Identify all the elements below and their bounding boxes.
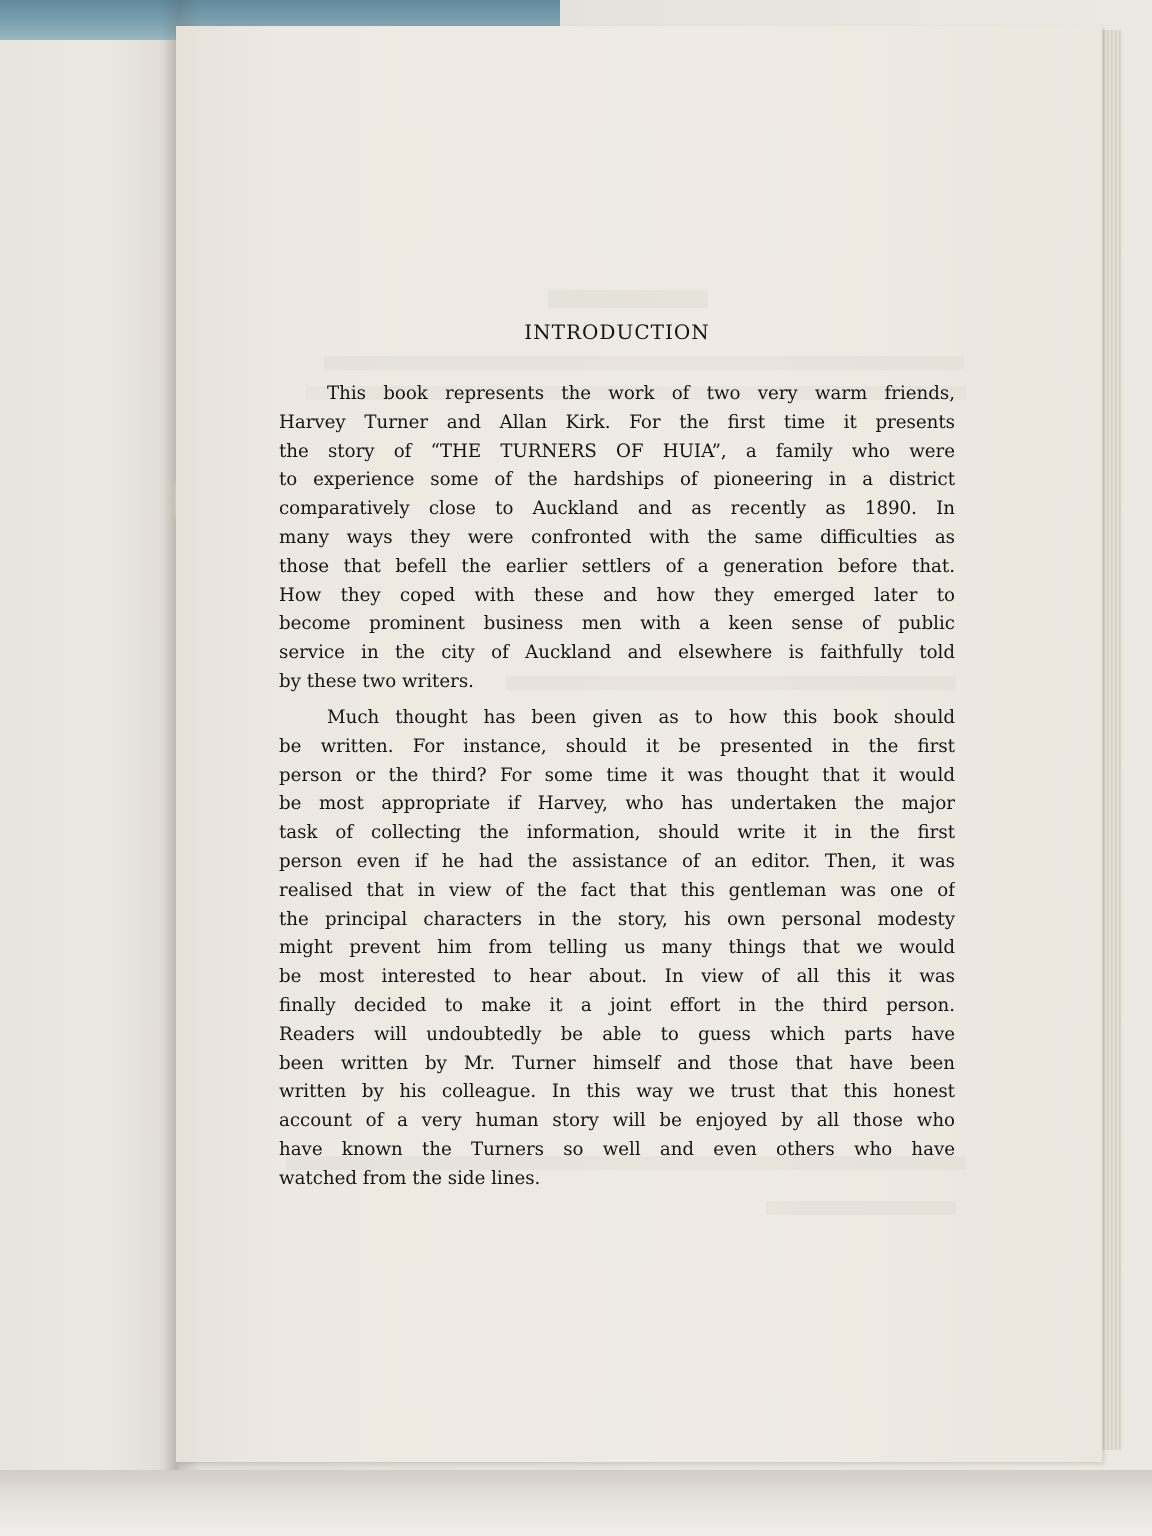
text-line: account of a very human story will be enjoyed by all those who xyxy=(279,1110,955,1132)
text-line: realised that in view of the fact that this gentleman was one of xyxy=(279,879,955,901)
text-line: those that befell the earlier settlers of a generation before that. xyxy=(279,555,955,577)
text-line: might prevent him from telling us many things that we would xyxy=(279,937,955,959)
text-line: comparatively close to Auckland and as recently as 1890. In xyxy=(279,498,955,520)
table-surface xyxy=(0,1470,1152,1536)
left-facing-page xyxy=(0,0,178,1536)
text-line: be written. For instance, should it be presented in the first xyxy=(279,735,955,757)
paragraph-2 xyxy=(279,704,955,1194)
text-line: This book represents the work of two very warm friends, xyxy=(327,383,955,404)
text-line: to experience some of the hardships of pioneering in a district xyxy=(279,469,955,491)
text-line: watched from the side lines. xyxy=(279,1167,541,1189)
text-line: by these two writers. xyxy=(279,670,474,692)
text-line: have known the Turners so well and even others who have xyxy=(279,1138,955,1160)
text-line: be most appropriate if Harvey, who has undertaken the major xyxy=(279,793,955,815)
text-line: Readers will undoubtedly be able to guess which parts have xyxy=(279,1023,955,1045)
text-line: become prominent business men with a keen sense of public xyxy=(279,613,955,635)
text-line: many ways they were confronted with the same difficulties as xyxy=(279,526,955,548)
text-line: been written by Mr. Turner himself and those that have been xyxy=(279,1052,955,1074)
paragraph-1 xyxy=(279,380,955,697)
page-heading: INTRODUCTION xyxy=(524,320,710,344)
text-line: finally decided to make it a joint effort in the third person. xyxy=(279,994,955,1016)
text-line: task of collecting the information, should write it in the first xyxy=(279,822,955,844)
text-line: How they coped with these and how they emerged later to xyxy=(279,584,955,606)
text-line: the story of “THE TURNERS OF HUIA”, a family who were xyxy=(279,440,955,462)
text-line: Much thought has been given as to how this book should xyxy=(327,707,955,728)
text-line: person or the third? For some time it was thought that it would xyxy=(279,764,955,786)
text-line: service in the city of Auckland and elsewhere is faithfully told xyxy=(279,642,955,664)
text-line: the principal characters in the story, his own personal modesty xyxy=(279,908,955,930)
text-line: be most interested to hear about. In view of all this it was xyxy=(279,966,955,988)
text-line: Harvey Turner and Allan Kirk. For the first time it presents xyxy=(279,411,955,433)
text-line: written by his colleague. In this way we trust that this honest xyxy=(279,1081,955,1103)
text-line: person even if he had the assistance of an editor. Then, it was xyxy=(279,850,955,872)
page-edges xyxy=(1100,30,1122,1450)
